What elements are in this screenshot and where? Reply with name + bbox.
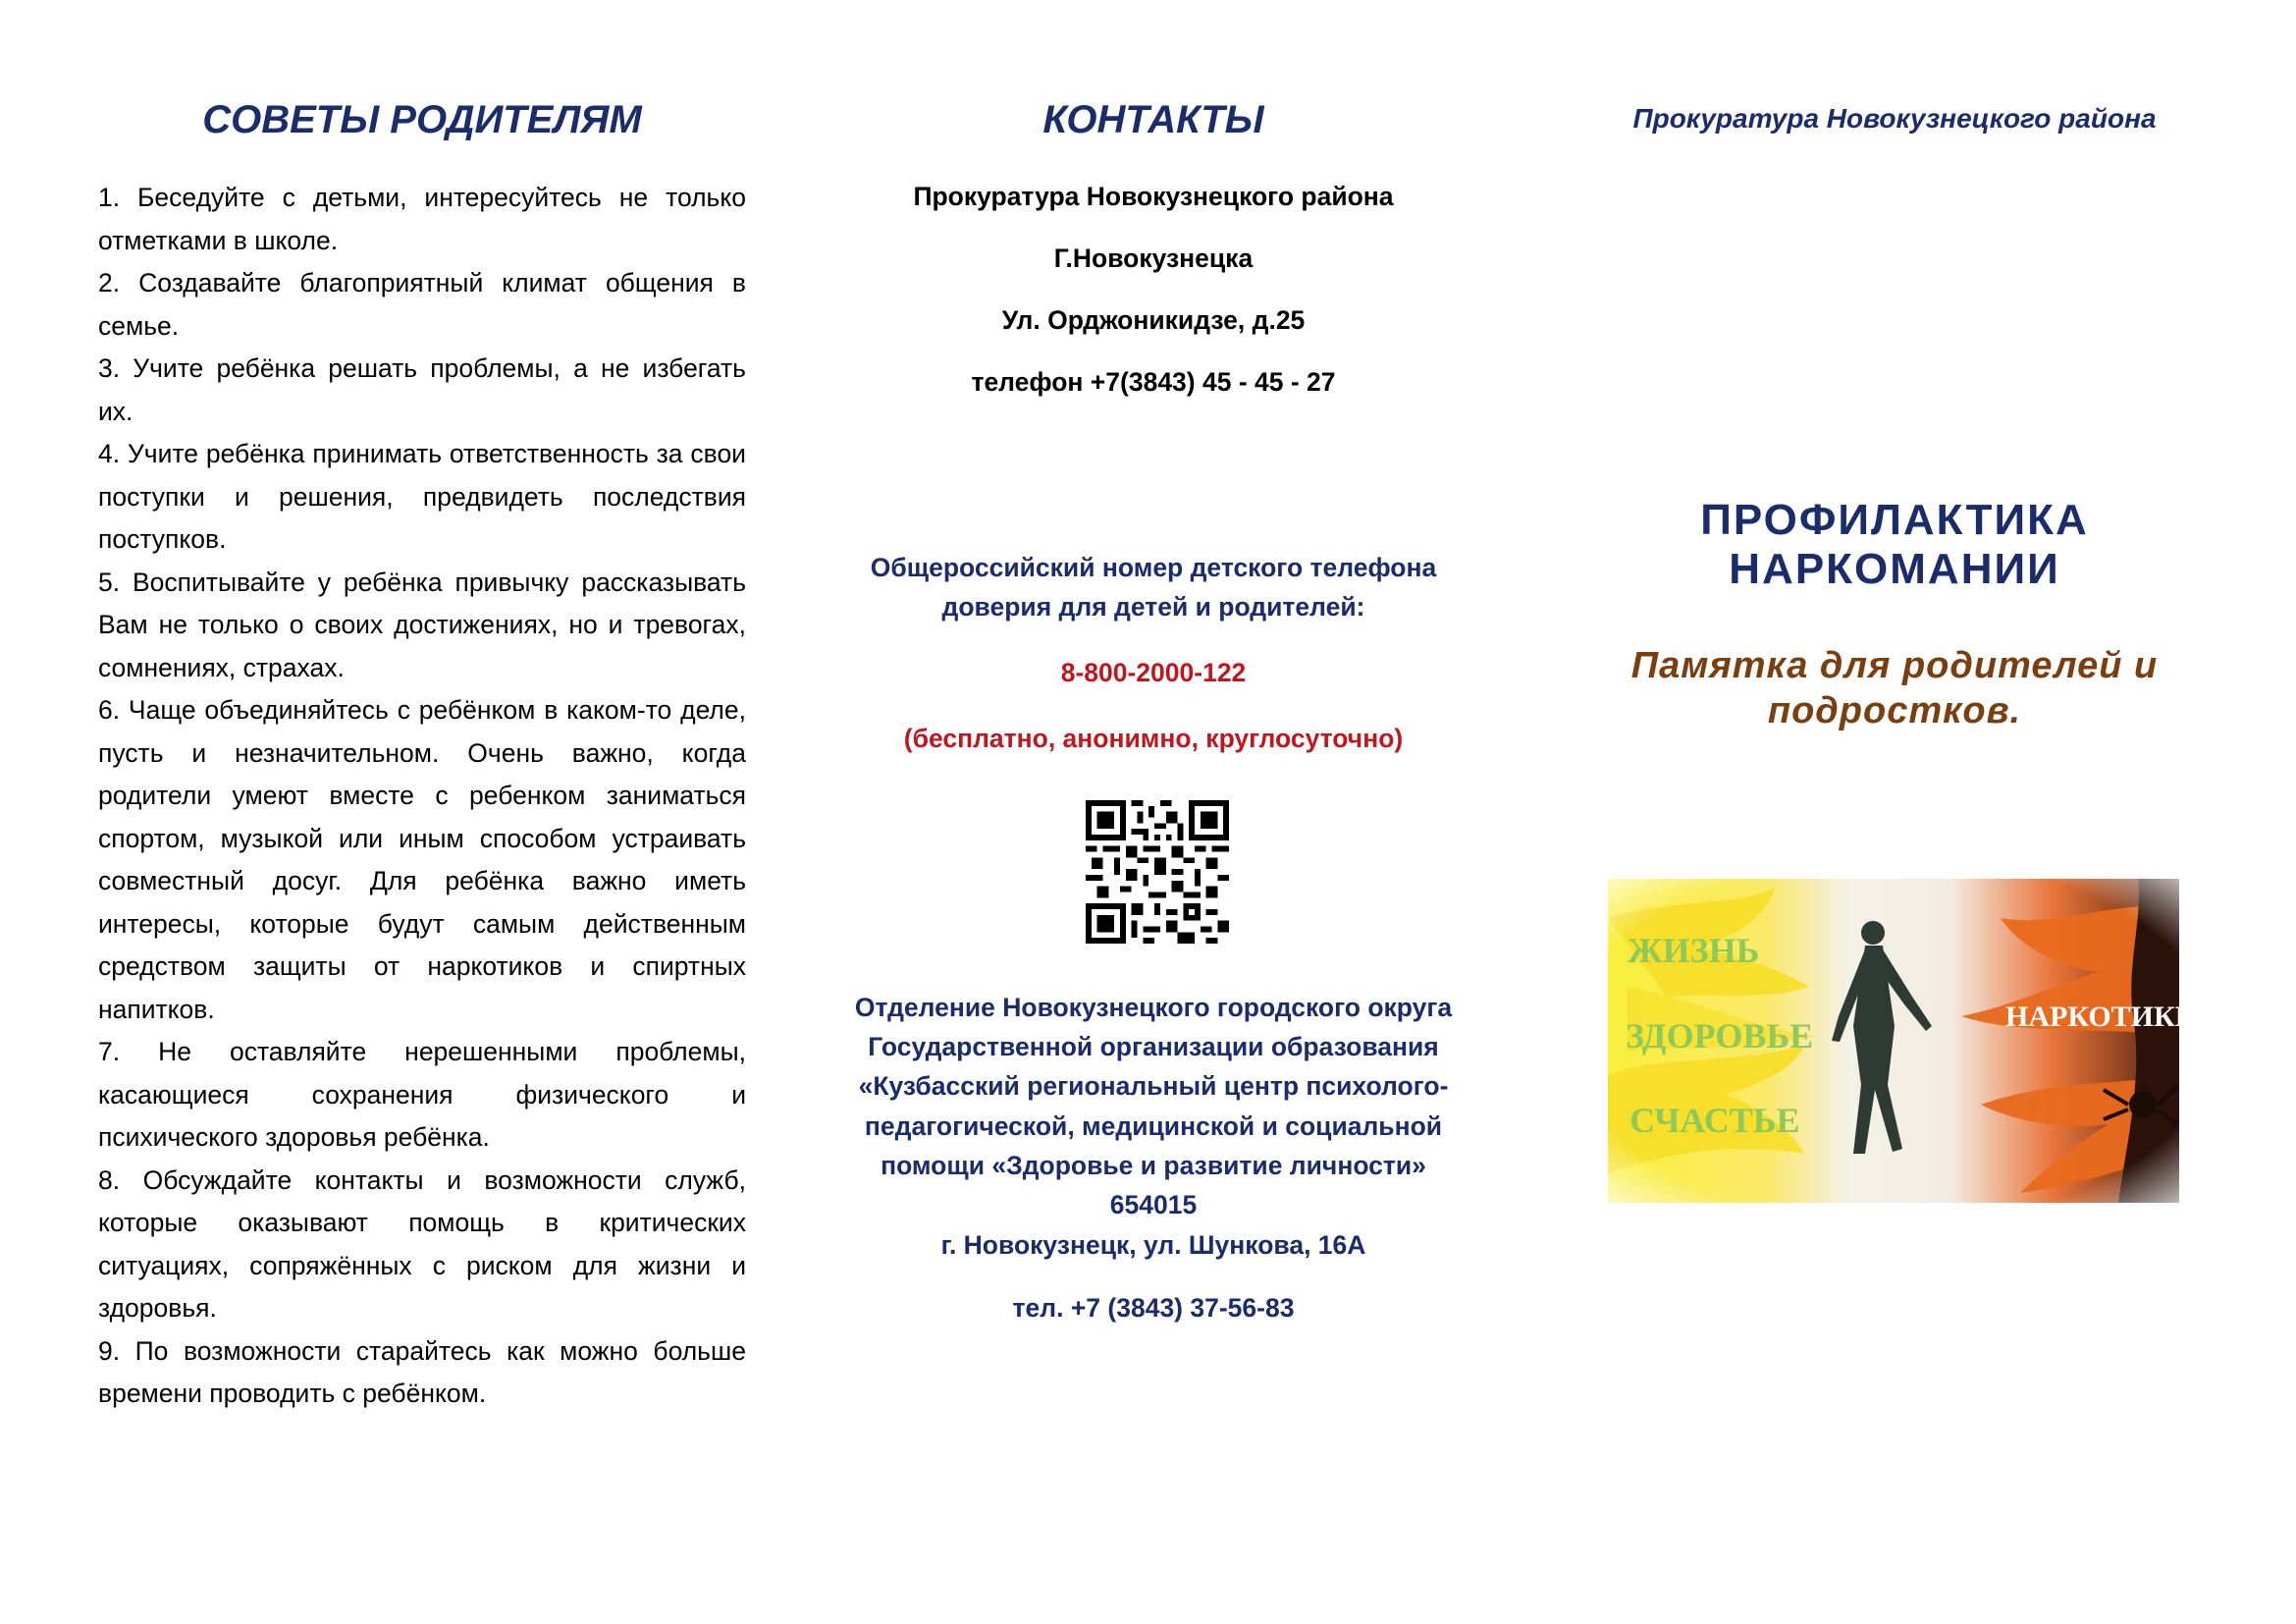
poster-vignette (1608, 879, 2179, 1203)
qr-code-icon (1086, 800, 1229, 944)
advice-list (98, 177, 746, 1416)
advice-item: 7. Не оставляйте нерешенными проблемы, касающиеся сохранения физического и психического здоровья ребёнка. (98, 1037, 746, 1152)
advice-item: 3. Учите ребёнка решать проблемы, а не избегать их. (98, 353, 746, 426)
advice-item: 6. Чаще объединяйтесь с ребёнком в каком-то деле, пусть и незначительном. Очень важно, когда родители умеют вместе с ребенком заниматься спортом, музыкой или иным способом устраивать совместный досуг. Для ребёнка важно иметь интересы, которые будут самым действенным средством защиты от наркотиков и спиртных напитков. (98, 695, 746, 1024)
center-phone: тел. +7 (3843) 37-56-83 (1012, 1293, 1295, 1323)
advice-item: 9. По возможности старайтесь как можно больше времени проводить с ребёнком. (98, 1335, 746, 1408)
advice-item: 4. Учите ребёнка принимать ответственность за свои поступки и решения, предвидеть последствия поступков. (98, 439, 746, 554)
center-line-4: педагогической, медицинской и социальной (864, 1111, 1443, 1141)
contacts-office: Прокуратура Новокузнецкого района (913, 182, 1394, 211)
main-title (1580, 496, 2209, 594)
center-address: г. Новокузнецк, ул. Шункова, 16А (940, 1230, 1366, 1260)
subtitle (1580, 643, 2209, 733)
hotline-line-1: Общероссийский номер детского телефона (870, 553, 1437, 582)
contacts-city: Г.Новокузнецка (1053, 244, 1254, 273)
main-title-line-2: НАРКОМАНИИ (1729, 545, 2060, 593)
main-title-line-1: ПРОФИЛАКТИКА (1700, 496, 2089, 544)
subtitle-line-1: Памятка для родителей и (1630, 645, 2159, 686)
cover-org: Прокуратура Новокузнецкого района (1632, 103, 2157, 134)
advice-item: 1. Беседуйте с детьми, интересуйтесь не только отметками в школе. (98, 183, 746, 255)
center-line-1: Отделение Новокузнецкого городского округа (854, 993, 1453, 1022)
hotline-line-2: доверия для детей и родителей: (941, 592, 1365, 622)
center-line-2: Государственной организации образования (868, 1032, 1439, 1061)
subtitle-line-2: подростков. (1767, 690, 2022, 731)
advice-item: 8. Обсуждайте контакты и возможности служб, которые оказывают помощь в критических ситуациях, сопряжённых с риском для жизни и здоровья. (98, 1164, 746, 1323)
advice-title: СОВЕТЫ РОДИТЕЛЯМ (202, 98, 642, 141)
hotline-number: 8-800-2000-122 (1060, 658, 1247, 687)
center-line-3: «Кузбасский региональный центр психолого- (858, 1071, 1449, 1101)
center-line-5: помощи «Здоровье и развитие личности» (881, 1151, 1426, 1180)
hotline-note: (бесплатно, анонимно, круглосуточно) (903, 724, 1404, 753)
advice-item: 2. Создавайте благоприятный климат общения в семье. (98, 268, 746, 341)
contacts-title: КОНТАКТЫ (1042, 98, 1264, 141)
contacts-address: Ул. Орджоникидзе, д.25 (1001, 305, 1306, 335)
anti-drug-poster (1608, 879, 2179, 1203)
advice-item: 5. Воспитывайте у ребёнка привычку рассказывать Вам не только о своих достижениях, но и тревогах, сомнениях, страхах. (98, 567, 746, 682)
center-postcode: 654015 (1109, 1190, 1198, 1219)
contacts-phone: телефон +7(3843) 45 - 45 - 27 (971, 367, 1336, 397)
